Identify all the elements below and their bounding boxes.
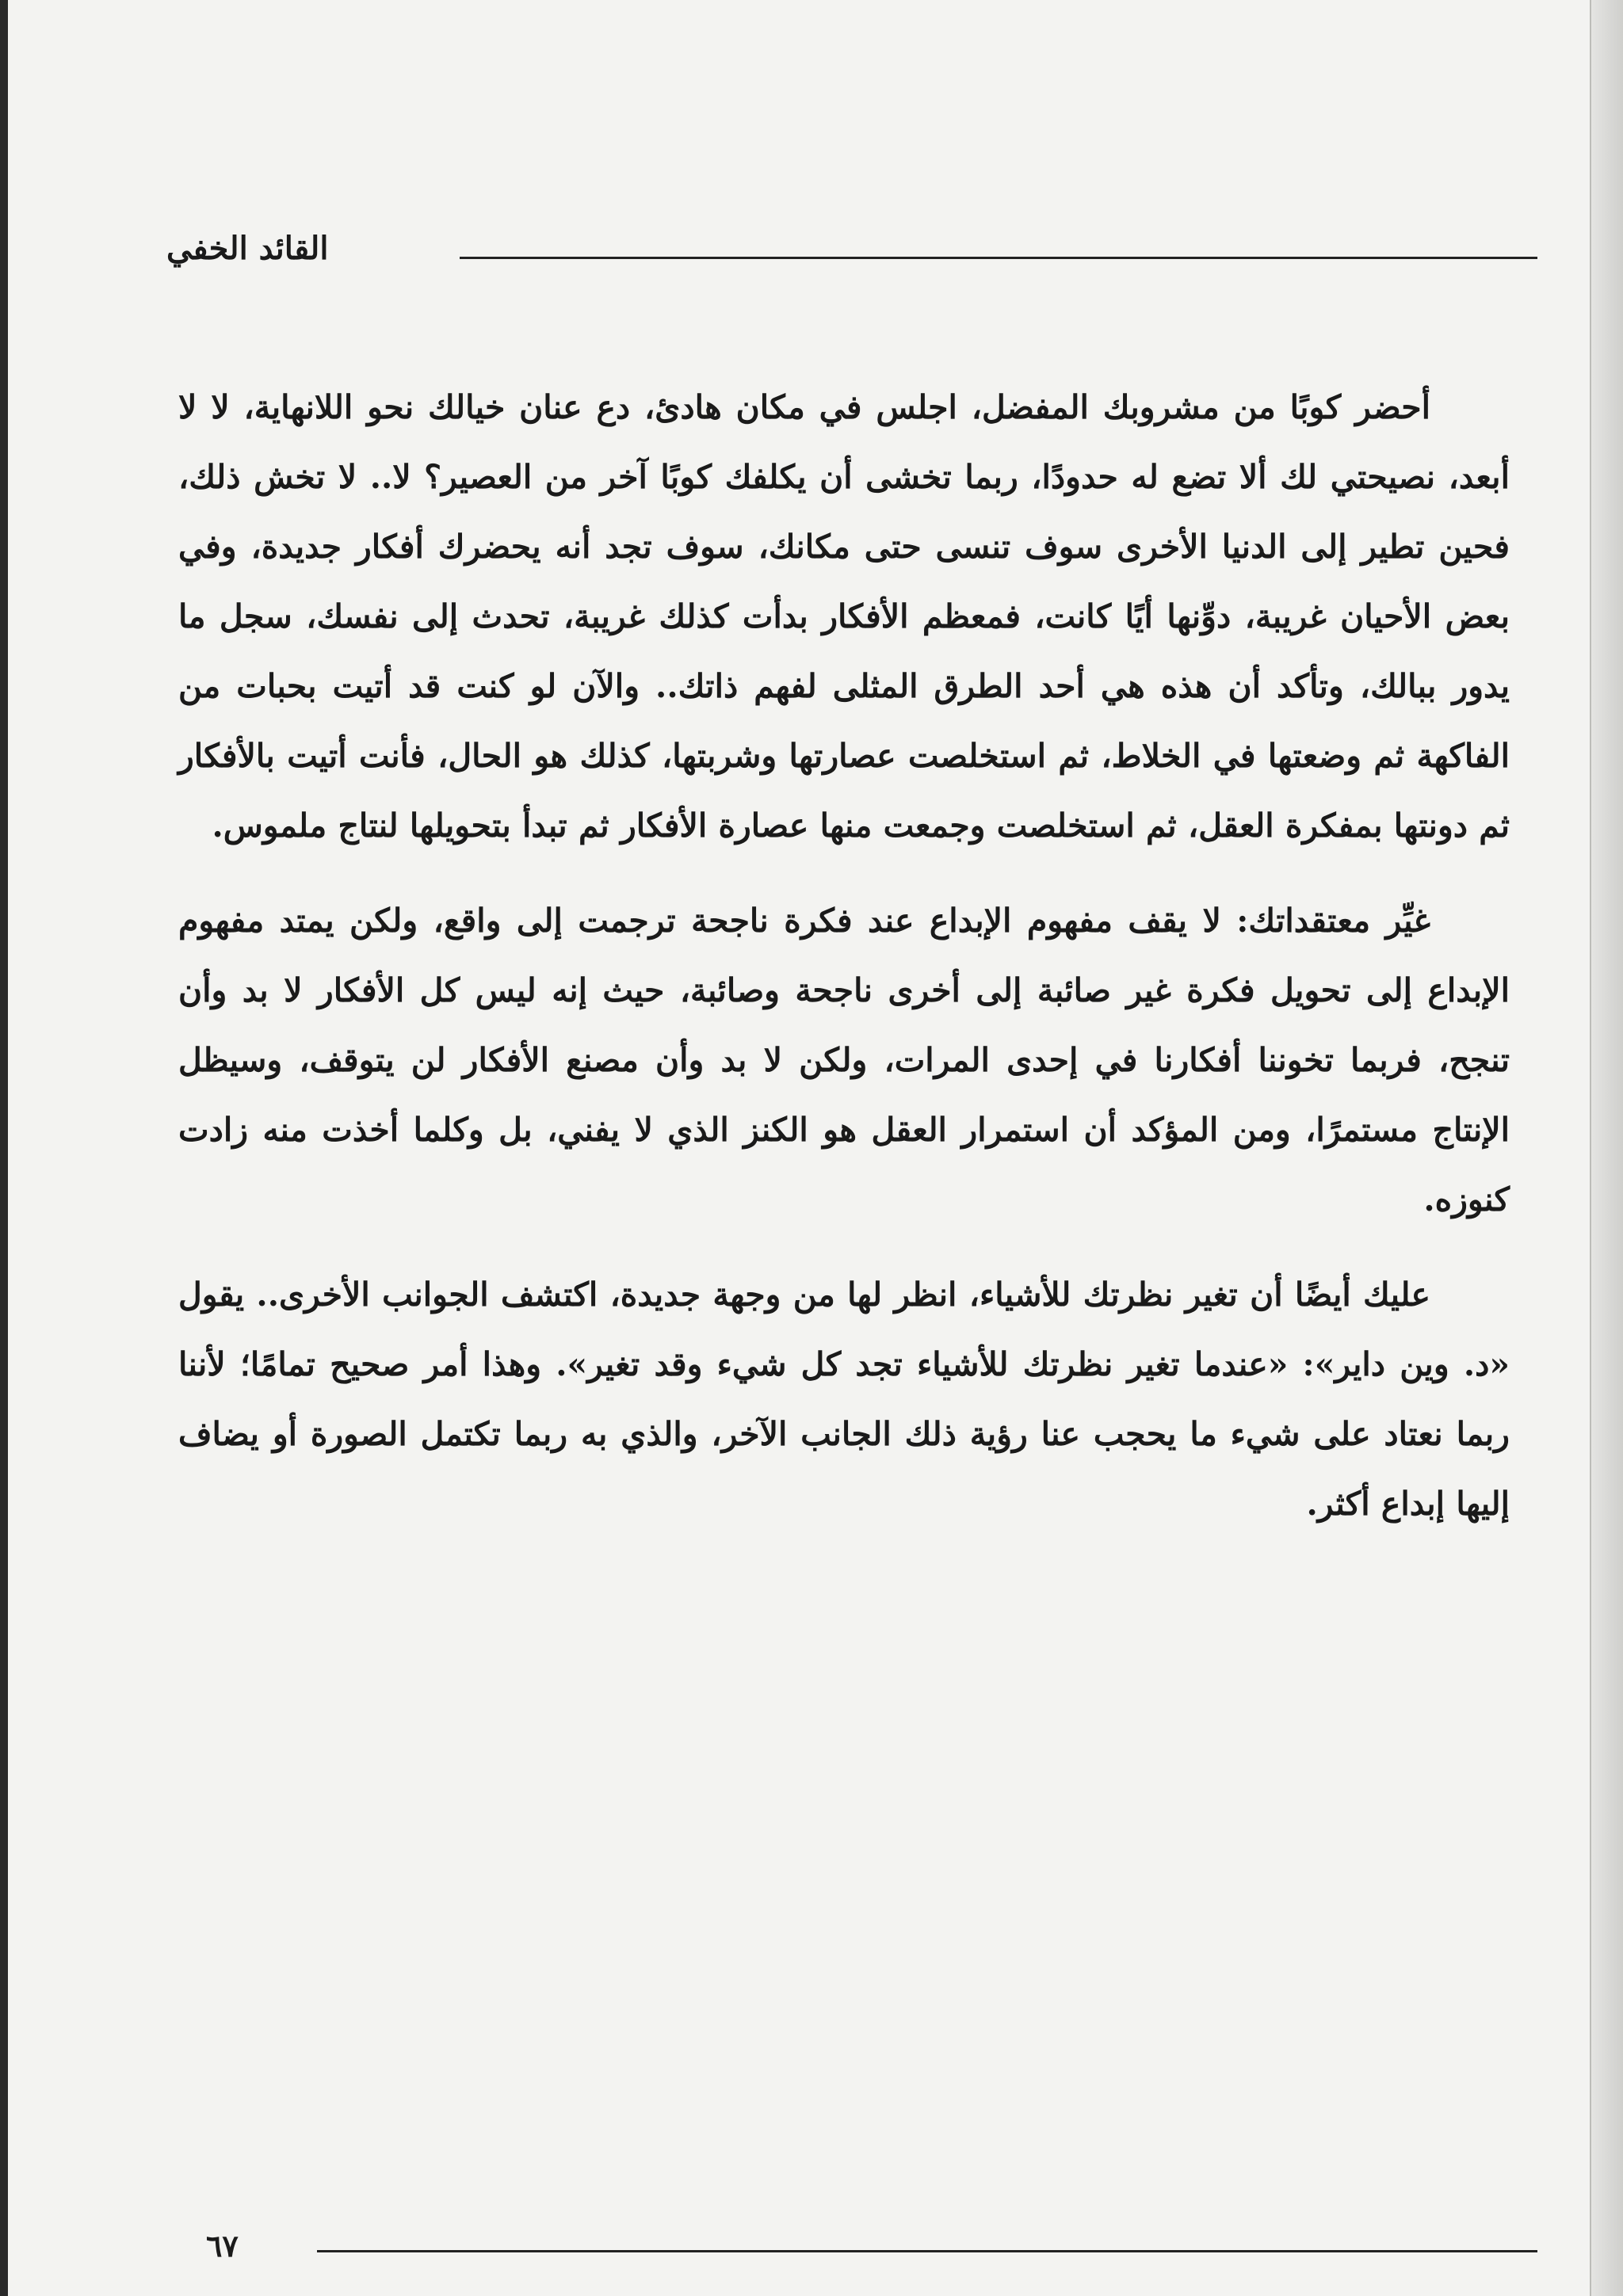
page-footer bbox=[206, 2228, 1537, 2275]
paragraph-2-lead: غيِّر معتقداتك: bbox=[1236, 902, 1430, 940]
page-edge-right bbox=[1590, 0, 1623, 2296]
page-number: ٦٧ bbox=[206, 2228, 239, 2264]
paragraph-3 bbox=[178, 1260, 1510, 1539]
footer-rule bbox=[317, 2250, 1537, 2252]
paragraph-1 bbox=[178, 372, 1510, 860]
body-text bbox=[178, 372, 1510, 1539]
page-edge-left bbox=[0, 0, 8, 2296]
paragraph-2-text: لا يقف مفهوم الإبداع عند فكرة ناجحة ترجمت إلى واقع، ولكن يمتد مفهوم الإبداع إلى تحويل فكرة غير صائبة إلى أخرى ناجحة وصائبة، حيث إنه ليس كل الأفكار لا بد وأن تنجح، فربما تخوننا أفكارنا في إحدى المرات، ولكن لا بد وأن مصنع الأفكار لن يتوقف، وسيظل الإنتاج مستمرًا، ومن المؤكد أن استمرار العقل هو الكنز الذي لا يفني، بل وكلما أخذت منه زادت كنوزه. bbox=[178, 902, 1510, 1219]
paragraph-2 bbox=[178, 886, 1510, 1234]
paragraph-3-text: عليك أيضًا أن تغير نظرتك للأشياء، انظر لها من وجهة جديدة، اكتشف الجوانب الأخرى.. يقول «د. وين داير»: «عندما تغير نظرتك للأشياء تجد كل شيء وقد تغير». وهذا أمر صحيح تمامًا؛ لأننا ربما نعتاد على شيء ما يحجب عنا رؤية ذلك الجانب الآخر، والذي به ربما تكتمل الصورة أو يضاف إليها إبداع أكثر. bbox=[178, 1276, 1510, 1523]
header-rule bbox=[460, 257, 1537, 259]
running-header bbox=[166, 230, 1537, 285]
running-header-title: القائد الخفي bbox=[166, 230, 329, 267]
paragraph-1-text: أحضر كوبًا من مشروبك المفضل، اجلس في مكان هادئ، دع عنان خيالك نحو اللانهاية، لا لا أبعد، نصيحتي لك ألا تضع له حدودًا، ربما تخشى أن يكلفك كوبًا آخر من العصير؟ لا.. لا تخش ذلك، فحين تطير إلى الدنيا الأخرى سوف تنسى حتى مكانك، سوف تجد أنه يحضرك أفكار جديدة، وفي بعض الأحيان غريبة، دوِّنها أيًا كانت، فمعظم الأفكار بدأت كذلك غريبة، تحدث إلى نفسك، سجل ما يدور ببالك، وتأكد أن هذه هي أحد الطرق المثلى لفهم ذاتك.. والآن لو كنت قد أتيت بحبات من الفاكهة ثم وضعتها في الخلاط، ثم استخلصت عصارتها وشربتها، كذلك هو الحال، فأنت أتيت بالأفكار ثم دونتها بمفكرة العقل، ثم استخلصت وجمعت منها عصارة الأفكار ثم تبدأ بتحويلها لنتاج ملموس. bbox=[178, 388, 1510, 845]
